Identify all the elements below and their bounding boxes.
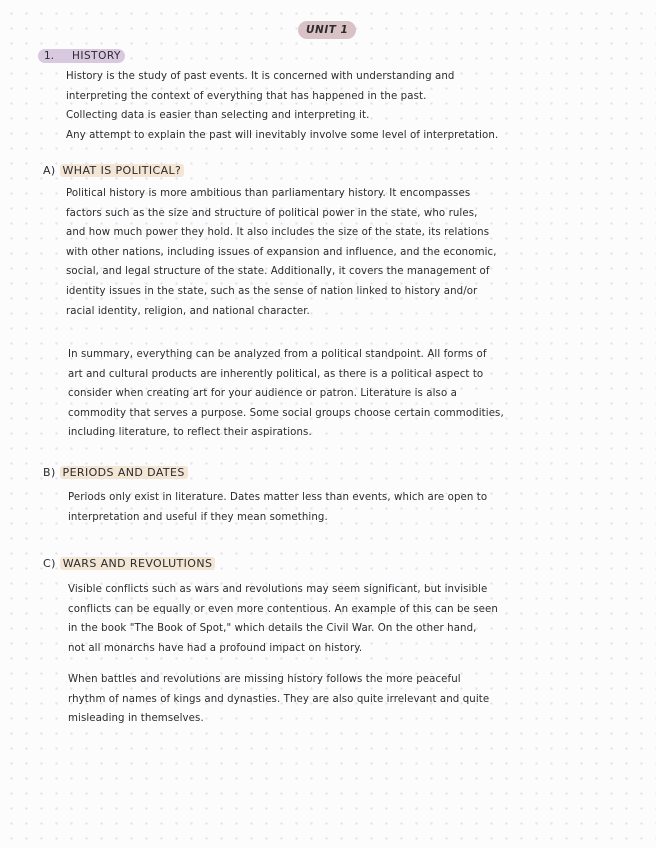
text-line: conflicts can be equally or even more contentious. An example of this can be seen <box>68 603 498 615</box>
section-1-title: HISTORY <box>68 49 125 63</box>
subsection-a-label: A) <box>43 164 56 177</box>
text-line: Any attempt to explain the past will inevitably involve some level of interpretation. <box>66 129 499 141</box>
text-line: with other nations, including issues of expansion and influence, and the economic, <box>66 246 497 258</box>
text-line: Visible conflicts such as wars and revolutions may seem significant, but invisible <box>68 584 488 595</box>
subsection-a-title: WHAT IS POLITICAL? <box>60 164 185 177</box>
text-line: identity issues in the state, such as the sense of nation linked to history and/or <box>66 285 478 297</box>
text-line: misleading in themselves. <box>68 713 204 725</box>
subsection-b-title: PERIODS AND DATES <box>60 466 188 479</box>
text-line: and how much power they hold. It also includes the size of the state, its relations <box>66 227 490 239</box>
text-line: rhythm of names of kings and dynasties. They are also quite irrelevant and quite <box>68 693 490 705</box>
subsection-c-title: WARS AND REVOLUTIONS <box>60 557 216 570</box>
wars-paragraph-1 <box>68 580 620 658</box>
text-line: History is the study of past events. It is concerned with understanding and <box>66 71 455 82</box>
unit-title: UNIT 1 <box>298 21 356 39</box>
subsection-c-label: C) <box>43 557 56 570</box>
text-line: in the book "The Book of Spot," which details the Civil War. On the other hand, <box>68 623 477 635</box>
text-line: Periods only exist in literature. Dates matter less than events, which are open to <box>68 492 488 503</box>
text-line: including literature, to reflect their aspirations. <box>68 427 312 439</box>
text-line: In summary, everything can be analyzed from a political standpoint. All forms of <box>68 349 487 360</box>
text-line: When battles and revolutions are missing history follows the more peaceful <box>68 674 461 685</box>
subsection-c-heading <box>43 556 215 572</box>
political-paragraph-2 <box>68 345 620 443</box>
text-line: Collecting data is easier than selecting and interpreting it. <box>66 110 370 122</box>
text-line: Political history is more ambitious than parliamentary history. It encompasses <box>66 188 471 199</box>
section-1-number: 1. <box>38 49 68 63</box>
history-paragraph <box>66 67 626 145</box>
text-line: commodity that serves a purpose. Some social groups choose certain commodities, <box>68 407 504 419</box>
text-line: art and cultural products are inherently political, as there is a political aspect to <box>68 368 484 380</box>
periods-paragraph <box>68 488 620 527</box>
wars-paragraph-2 <box>68 670 620 729</box>
text-line: not all monarchs have had a profound impact on history. <box>68 642 363 654</box>
text-line: racial identity, religion, and national character. <box>66 305 310 317</box>
subsection-a-heading <box>43 163 184 179</box>
text-line: factors such as the size and structure of political power in the state, who rules, <box>66 207 478 219</box>
text-line: interpreting the context of everything that has happened in the past. <box>66 90 427 102</box>
subsection-b-heading <box>43 465 188 481</box>
text-line: social, and legal structure of the state. Additionally, it covers the management of <box>66 266 490 278</box>
subsection-b-label: B) <box>43 466 56 479</box>
political-paragraph-1 <box>66 184 618 321</box>
text-line: consider when creating art for your audience or patron. Literature is also a <box>68 388 457 400</box>
text-line: interpretation and useful if they mean something. <box>68 511 328 523</box>
